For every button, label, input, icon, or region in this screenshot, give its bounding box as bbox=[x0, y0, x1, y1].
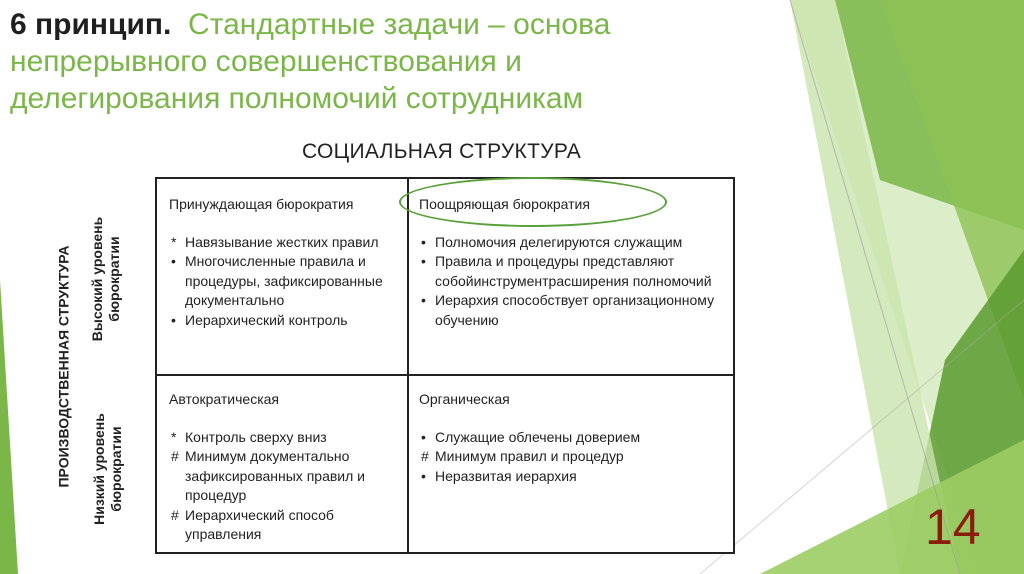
title-number: 6 принцип. bbox=[10, 8, 172, 41]
cell-heading: Принуждающая бюрократия bbox=[169, 196, 354, 212]
list-item: • Неразвитая иерархия bbox=[421, 467, 577, 484]
list-item: • Иерархия способствует организационному обучению bbox=[421, 292, 715, 328]
list-item: # Минимум документально зафиксированных правил и процедур bbox=[171, 448, 365, 503]
list-item: • Многочисленные правила и процедуры, зафиксированные документально bbox=[171, 253, 383, 308]
page-number: 14 bbox=[925, 499, 981, 555]
cell-heading: Органическая bbox=[419, 391, 510, 407]
list-item: # Минимум правил и процедур bbox=[421, 448, 624, 464]
list-item: • Иерархический контроль bbox=[171, 311, 348, 328]
row-label-high: Высокий уровень бюрократии bbox=[89, 216, 122, 342]
list-item: • Полномочия делегируются служащим bbox=[421, 233, 683, 250]
cell-heading: Поощряющая бюрократия bbox=[419, 196, 590, 212]
cell-autocratic bbox=[169, 390, 404, 545]
row-label-low: Низкий уровень бюрократии bbox=[91, 413, 124, 525]
grid-divider-horizontal bbox=[157, 374, 733, 376]
list-item: # Иерархический способ управления bbox=[171, 506, 334, 542]
cell-coercive-bureaucracy bbox=[169, 195, 404, 330]
highlight-ellipse bbox=[399, 177, 667, 227]
list-item: • Служащие облечены доверием bbox=[421, 428, 641, 445]
matrix-grid bbox=[155, 177, 735, 554]
side-axis-label: ПРОИЗВОДСТВЕННАЯ СТРУКТУРА bbox=[55, 245, 72, 488]
list-item: • Правила и процедуры представляют собойинструментрасширения полномочий bbox=[421, 253, 712, 289]
title-text: Стандартные задачи – основа непрерывного совершенствования и делегирования полномочий сотрудникам bbox=[10, 8, 611, 115]
grid-divider-vertical bbox=[407, 179, 409, 552]
cell-organic bbox=[419, 390, 731, 486]
list-item: * Контроль сверху вниз bbox=[171, 428, 327, 445]
cell-heading: Автократическая bbox=[169, 391, 280, 407]
list-item: * Навязывание жестких правил bbox=[171, 233, 379, 250]
top-axis-label: СОЦИАЛЬНАЯ СТРУКТУРА bbox=[302, 140, 582, 163]
